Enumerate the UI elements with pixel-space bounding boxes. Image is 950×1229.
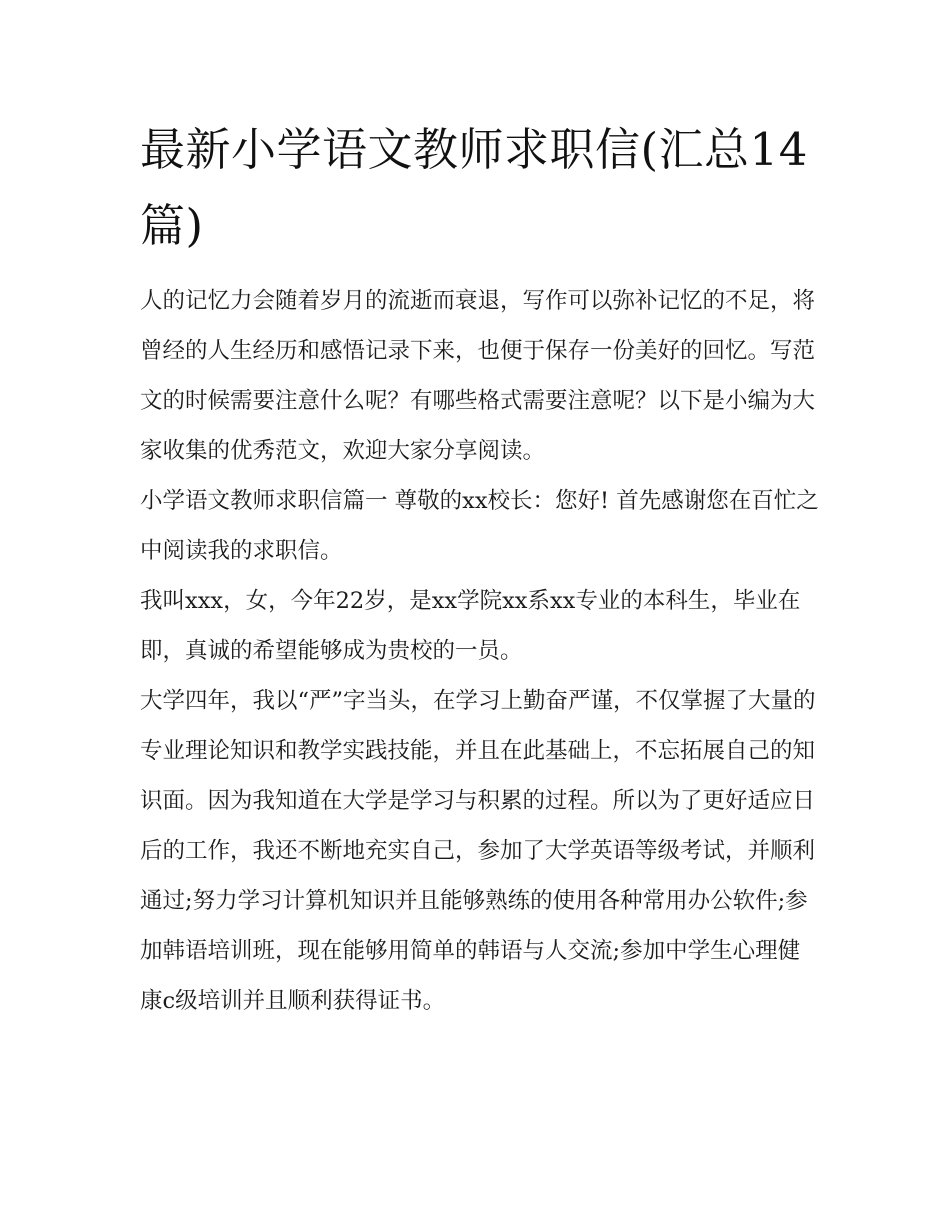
paragraph-self-introduction: 我叫xxx，女，今年22岁，是xx学院xx系xx专业的本科生，毕业在即，真诚的希望能够成为贵校的一员。	[140, 588, 801, 664]
paragraph-university-experience: 大学四年，我以“严”字当头，在学习上勤奋严谨，不仅掌握了大量的专业理论知识和教学实践技能，并且在此基础上，不忘拓展自己的知识面。因为我知道在大学是学习与积累的过程。所以为了更好适应日后的工作，我还不断地充实自己，参加了大学英语等级考试，并顺利通过;努力学习计算机知识并且能够熟练的使用各种常用办公软件;参加韩语培训班，现在能够用简单的韩语与人交流;参加中学生心理健康c级培训并且顺利获得证书。	[140, 688, 816, 1014]
paragraph-greeting: 小学语文教师求职信篇一 尊敬的xx校长：您好! 首先感谢您在百忙之中阅读我的求职信。	[140, 488, 819, 564]
paragraph-intro: 人的记忆力会随着岁月的流逝而衰退，写作可以弥补记忆的不足，将曾经的人生经历和感悟记录下来，也便于保存一份美好的回忆。写范文的时候需要注意什么呢？有哪些格式需要注意呢？以下是小编为大家收集的优秀范文，欢迎大家分享阅读。	[140, 288, 816, 464]
document-body	[140, 112, 820, 1026]
document-title: 最新小学语文教师求职信(汇总14篇)	[140, 123, 808, 252]
